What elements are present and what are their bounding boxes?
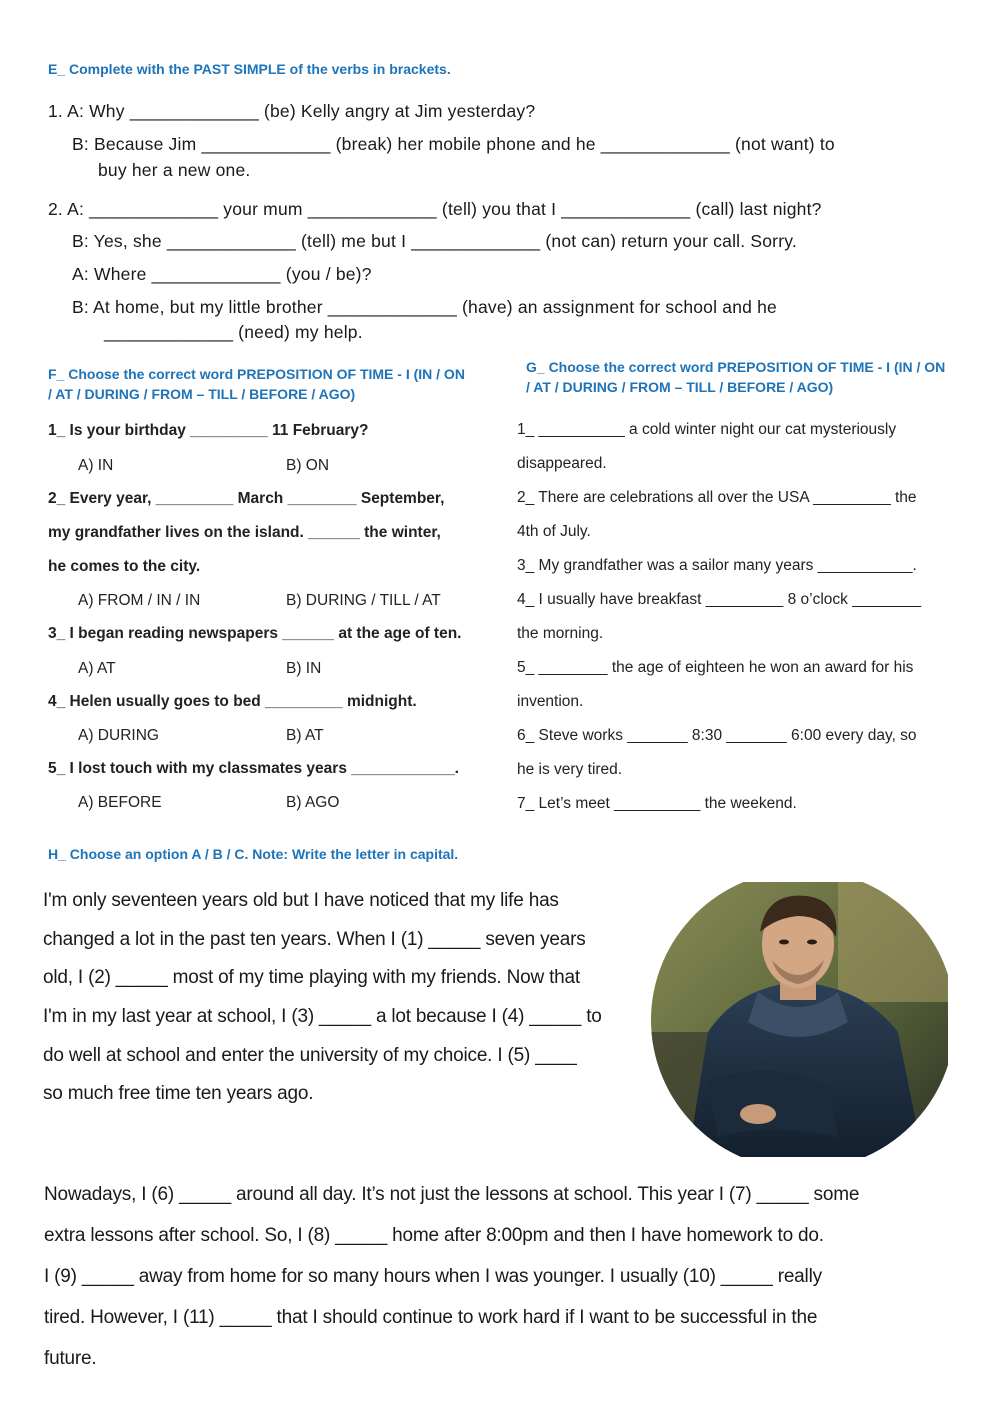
g-question-7: 7_ Let’s meet __________ the weekend. [517, 795, 797, 812]
e-q2-a2: A: Where _____________ (you / be)? [72, 264, 372, 284]
g-question-4-line2: the morning. [517, 625, 604, 642]
p1-line-4: I'm in my last year at school, I (3) _____ a lot because I (4) _____ to [43, 1006, 602, 1028]
g-question-5-line1: 5_ ________ the age of eighteen he won an award for his [517, 659, 914, 676]
p1-line-5: do well at school and enter the university of my choice. I (5) ____ [43, 1044, 577, 1066]
p2-line-1: Nowadays, I (6) _____ around all day. It’s not just the lessons at school. This year I (7) _____ some [44, 1184, 860, 1205]
e-q2-b2-line1: B: At home, but my little brother _____________ (have) an assignment for school and he [72, 297, 777, 317]
e-q1-b-line1: B: Because Jim _____________ (break) her mobile phone and he _____________ (not want) to [72, 134, 835, 154]
g-question-3: 3_ My grandfather was a sailor many years ___________. [517, 557, 917, 574]
f-q3-option-b: B) IN [286, 660, 322, 677]
section-f-heading-line1: F_ Choose the correct word PREPOSITION OF TIME - I (IN / ON [48, 366, 465, 382]
section-h-heading: H_ Choose an option A / B / C. Note: Write the letter in capital. [48, 846, 459, 862]
e-q2-b: B: Yes, she _____________ (tell) me but I _____________ (not can) return your call. Sorry. [72, 231, 797, 251]
g-question-4-line1: 4_ I usually have breakfast _________ 8 o’clock ________ [517, 591, 922, 608]
g-question-5-line2: invention. [517, 693, 584, 710]
reading-paragraph-2 [44, 1174, 859, 1379]
section-g-heading [526, 357, 966, 397]
f-q1-option-a: A) IN [78, 457, 114, 474]
teen-boy-photo [648, 882, 948, 1157]
p2-line-3: I (9) _____ away from home for so many hours when I was younger. I usually (10) _____ really [44, 1266, 822, 1287]
f-q4-option-a: A) DURING [78, 727, 159, 744]
e-q2-a: 2. A: _____________ your mum _____________ (tell) you that I _____________ (call) last night? [48, 199, 822, 219]
section-g-heading-line1: G_ Choose the correct word PREPOSITION OF TIME - I (IN / ON [526, 359, 946, 375]
section-f-heading-line2: / AT / DURING / FROM – TILL / BEFORE / AGO) [48, 386, 356, 402]
e-q1-b-line2: buy her a new one. [98, 160, 251, 180]
photo-illustration [648, 882, 948, 1157]
section-f-heading [48, 364, 488, 404]
g-question-6-line2: he is very tired. [517, 761, 623, 778]
section-e-heading: E_ Complete with the PAST SIMPLE of the verbs in brackets. [48, 61, 451, 77]
g-question-1-line2: disappeared. [517, 455, 607, 472]
f-q2-option-b: B) DURING / TILL / AT [286, 592, 441, 609]
p2-line-2: extra lessons after school. So, I (8) _____ home after 8:00pm and then I have homework to do. [44, 1225, 824, 1246]
f-question-2-line2: my grandfather lives on the island. ______ the winter, [48, 524, 441, 541]
f-q2-option-a: A) FROM / IN / IN [78, 592, 201, 609]
f-question-2-line3: he comes to the city. [48, 558, 201, 575]
e-q2-b2-line2: _____________ (need) my help. [104, 322, 363, 342]
f-q3-option-a: A) AT [78, 660, 116, 677]
f-q5-option-a: A) BEFORE [78, 794, 162, 811]
g-question-2-line1: 2_ There are celebrations all over the USA _________ the [517, 489, 917, 506]
f-question-2-line1: 2_ Every year, _________ March ________ September, [48, 490, 445, 507]
p1-line-2: changed a lot in the past ten years. When I (1) _____ seven years [43, 928, 586, 950]
g-question-2-line2: 4th of July. [517, 523, 591, 540]
reading-paragraph-1 [43, 882, 602, 1114]
e-q1-a: 1. A: Why _____________ (be) Kelly angry at Jim yesterday? [48, 101, 536, 121]
g-question-1-line1: 1_ __________ a cold winter night our cat mysteriously [517, 421, 897, 438]
p1-line-1: I'm only seventeen years old but I have noticed that my life has [43, 890, 559, 911]
f-question-1: 1_ Is your birthday _________ 11 February? [48, 422, 369, 439]
f-q1-option-b: B) ON [286, 457, 330, 474]
f-question-5: 5_ I lost touch with my classmates years ____________. [48, 760, 459, 777]
section-g-heading-line2: / AT / DURING / FROM – TILL / BEFORE / AGO) [526, 379, 834, 395]
g-question-6-line1: 6_ Steve works _______ 8:30 _______ 6:00 every day, so [517, 727, 917, 744]
g-lines [517, 413, 921, 821]
p1-line-6: so much free time ten years ago. [43, 1083, 314, 1105]
p2-line-4: tired. However, I (11) _____ that I should continue to work hard if I want to be successful in the [44, 1307, 818, 1328]
f-question-3: 3_ I began reading newspapers ______ at the age of ten. [48, 625, 462, 642]
f-q5-option-b: B) AGO [286, 794, 340, 811]
f-question-4: 4_ Helen usually goes to bed _________ midnight. [48, 693, 417, 710]
p2-line-5: future. [44, 1348, 97, 1369]
f-q4-option-b: B) AT [286, 727, 324, 744]
p1-line-3: old, I (2) _____ most of my time playing with my friends. Now that [43, 967, 580, 989]
